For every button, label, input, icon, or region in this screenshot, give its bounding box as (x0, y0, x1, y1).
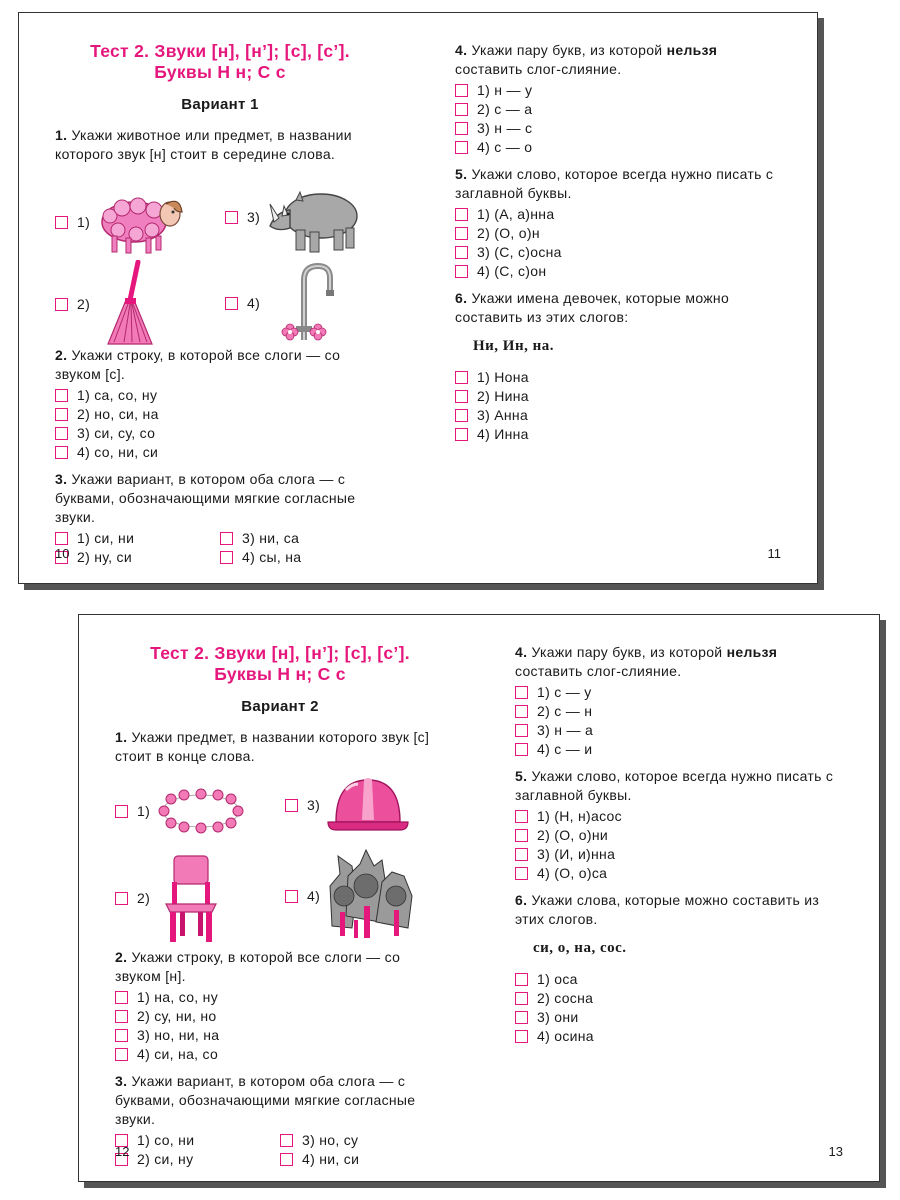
option-2[interactable]: 2) Нина (455, 387, 785, 406)
test-title: Тест 2. Звуки [н], [н’]; [с], [с’]. Буквы Н н; С с (90, 41, 350, 82)
beads-icon (156, 786, 246, 836)
option-2[interactable]: 2) су, ни, но (115, 1007, 445, 1026)
option-3[interactable]: 3) (И, и)нна (515, 845, 845, 864)
checkbox[interactable] (455, 103, 468, 116)
option-2[interactable]: 2) (О, о)н (455, 224, 785, 243)
checkbox[interactable] (55, 298, 68, 311)
option-1[interactable]: 1) н — у (455, 81, 785, 100)
checkbox[interactable] (455, 246, 468, 259)
checkbox[interactable] (515, 829, 528, 842)
checkbox[interactable] (455, 84, 468, 97)
chair-icon (156, 852, 226, 944)
option-4[interactable]: 4) (С, с)он (455, 262, 785, 281)
helmet-icon (326, 772, 410, 838)
option-1[interactable]: 1) с — у (515, 683, 845, 702)
option-1[interactable]: 1) (55, 186, 188, 258)
option-4[interactable]: 4) си, на, со (115, 1045, 445, 1064)
option-1[interactable]: 1) са, со, ну (55, 386, 385, 405)
option-2[interactable]: 2) (55, 260, 166, 348)
question-3: 3. Укажи вариант, в котором оба слога — с буквами, обозначающими мягкие согласные звуки. (55, 471, 356, 525)
broom-icon (96, 260, 166, 348)
option-4[interactable]: 4) с — о (455, 138, 785, 157)
option-4[interactable]: 4) ни, си (280, 1150, 445, 1169)
test-title: Тест 2. Звуки [н], [н’]; [с], [с’]. Буквы Н н; С с (150, 643, 410, 684)
checkbox[interactable] (455, 265, 468, 278)
checkbox[interactable] (455, 409, 468, 422)
option-1[interactable]: 1) (А, а)нна (455, 205, 785, 224)
option-2[interactable]: 2) ну, си (55, 548, 220, 567)
option-3[interactable]: 3) Анна (455, 406, 785, 425)
option-1[interactable]: 1) си, ни (55, 529, 220, 548)
right-page (515, 643, 845, 1046)
page-number-right: 11 (767, 546, 781, 561)
checkbox[interactable] (115, 1010, 128, 1023)
faucet-icon (266, 260, 336, 346)
checkbox[interactable] (515, 743, 528, 756)
checkbox[interactable] (515, 1011, 528, 1024)
checkbox[interactable] (285, 799, 298, 812)
option-2[interactable]: 2) с — а (455, 100, 785, 119)
checkbox[interactable] (55, 427, 68, 440)
checkbox[interactable] (115, 892, 128, 905)
checkbox[interactable] (280, 1134, 293, 1147)
checkbox[interactable] (515, 810, 528, 823)
checkbox[interactable] (220, 551, 233, 564)
checkbox[interactable] (225, 211, 238, 224)
option-3[interactable]: 3) (225, 178, 366, 256)
checkbox[interactable] (515, 705, 528, 718)
option-1[interactable]: 1) со, ни (115, 1131, 280, 1150)
question-4: 4. Укажи пару букв, из которой нельзя составить слог-слияние. (515, 644, 778, 679)
checkbox[interactable] (225, 297, 238, 310)
option-4[interactable]: 4) (285, 846, 416, 946)
option-4[interactable]: 4) Инна (455, 425, 785, 444)
page-number-left: 12 (115, 1144, 130, 1159)
option-4[interactable]: 4) сы, на (220, 548, 385, 567)
checkbox[interactable] (115, 1029, 128, 1042)
option-3[interactable]: 3) они (515, 1008, 845, 1027)
syllables: си, о, на, сос. (533, 940, 627, 956)
checkbox[interactable] (455, 371, 468, 384)
option-3[interactable]: 3) но, ни, на (115, 1026, 445, 1045)
checkbox[interactable] (455, 390, 468, 403)
checkbox[interactable] (280, 1153, 293, 1166)
question-2: 2. Укажи строку, в которой все слоги — со звуком [н]. (115, 949, 401, 984)
checkbox[interactable] (455, 227, 468, 240)
variant-heading: Вариант 1 (181, 96, 259, 113)
option-3[interactable]: 3) ни, са (220, 529, 385, 548)
question-6: 6. Укажи имена девочек, которые можно составить из этих слогов: (455, 290, 730, 325)
sheep-icon (96, 186, 188, 258)
option-2[interactable]: 2) сосна (515, 989, 845, 1008)
checkbox[interactable] (515, 1030, 528, 1043)
question-3: 3. Укажи вариант, в котором оба слога — с буквами, обозначающими мягкие согласные звуки. (115, 1073, 416, 1127)
question-5: 5. Укажи слово, которое всегда нужно писать с заглавной буквы. (515, 768, 834, 803)
checkbox[interactable] (515, 686, 528, 699)
rhino-icon (266, 178, 366, 256)
checkbox[interactable] (55, 446, 68, 459)
option-2[interactable]: 2) си, ну (115, 1150, 280, 1169)
checkbox[interactable] (285, 890, 298, 903)
checkbox[interactable] (455, 428, 468, 441)
question-4: 4. Укажи пару букв, из которой нельзя составить слог-слияние. (455, 42, 718, 77)
option-2[interactable]: 2) (115, 852, 226, 944)
syllables: Ни, Ин, на. (473, 338, 555, 354)
checkbox[interactable] (455, 141, 468, 154)
checkbox[interactable] (115, 1048, 128, 1061)
page-number-right: 13 (828, 1144, 843, 1159)
option-1[interactable]: 1) оса (515, 970, 845, 989)
option-3[interactable]: 3) н — с (455, 119, 785, 138)
option-4[interactable]: 4) с — и (515, 740, 845, 759)
right-page (455, 41, 785, 444)
question-1-pictures (55, 166, 385, 346)
option-1[interactable]: 1) на, со, ну (115, 988, 445, 1007)
option-3[interactable]: 3) (С, с)осна (455, 243, 785, 262)
checkbox[interactable] (115, 805, 128, 818)
option-4[interactable]: 4) (225, 260, 336, 346)
option-3[interactable]: 3) си, су, со (55, 424, 385, 443)
checkbox[interactable] (515, 848, 528, 861)
checkbox[interactable] (515, 867, 528, 880)
question-1: 1. Укажи предмет, в названии которого звук [с] стоит в конце слова. (115, 729, 430, 764)
option-2[interactable]: 2) но, си, на (55, 405, 385, 424)
variant-heading: Вариант 2 (241, 698, 319, 715)
option-1[interactable]: 1) Нона (455, 368, 785, 387)
checkbox[interactable] (55, 389, 68, 402)
checkbox[interactable] (220, 532, 233, 545)
trees-icon (326, 846, 416, 946)
checkbox[interactable] (55, 216, 68, 229)
checkbox[interactable] (455, 122, 468, 135)
question-5: 5. Укажи слово, которое всегда нужно писать с заглавной буквы. (455, 166, 774, 201)
checkbox[interactable] (515, 724, 528, 737)
option-1[interactable]: 1) (Н, н)асос (515, 807, 845, 826)
option-3[interactable]: 3) но, су (280, 1131, 445, 1150)
option-2[interactable]: 2) (О, о)ни (515, 826, 845, 845)
checkbox[interactable] (515, 992, 528, 1005)
question-2: 2. Укажи строку, в которой все слоги — со звуком [с]. (55, 347, 341, 382)
checkbox[interactable] (515, 973, 528, 986)
option-2[interactable]: 2) с — н (515, 702, 845, 721)
option-4[interactable]: 4) со, ни, си (55, 443, 385, 462)
option-3[interactable]: 3) н — а (515, 721, 845, 740)
question-1: 1. Укажи животное или предмет, в названии которого звук [н] стоит в середине слова. (55, 127, 352, 162)
option-3[interactable]: 3) (285, 772, 410, 838)
option-1[interactable]: 1) (115, 786, 246, 836)
checkbox[interactable] (55, 408, 68, 421)
checkbox[interactable] (455, 208, 468, 221)
checkbox[interactable] (115, 991, 128, 1004)
page-number-left: 10 (55, 546, 70, 561)
left-page (55, 41, 385, 567)
question-6: 6. Укажи слова, которые можно составить из этих слогов. (515, 892, 820, 927)
left-page (115, 643, 445, 1169)
workbook-spread-2 (78, 614, 880, 1182)
workbook-spread-1 (18, 12, 818, 584)
checkbox[interactable] (55, 532, 68, 545)
option-4[interactable]: 4) (О, о)са (515, 864, 845, 883)
option-4[interactable]: 4) осина (515, 1027, 845, 1046)
question-1-pictures (115, 768, 445, 948)
